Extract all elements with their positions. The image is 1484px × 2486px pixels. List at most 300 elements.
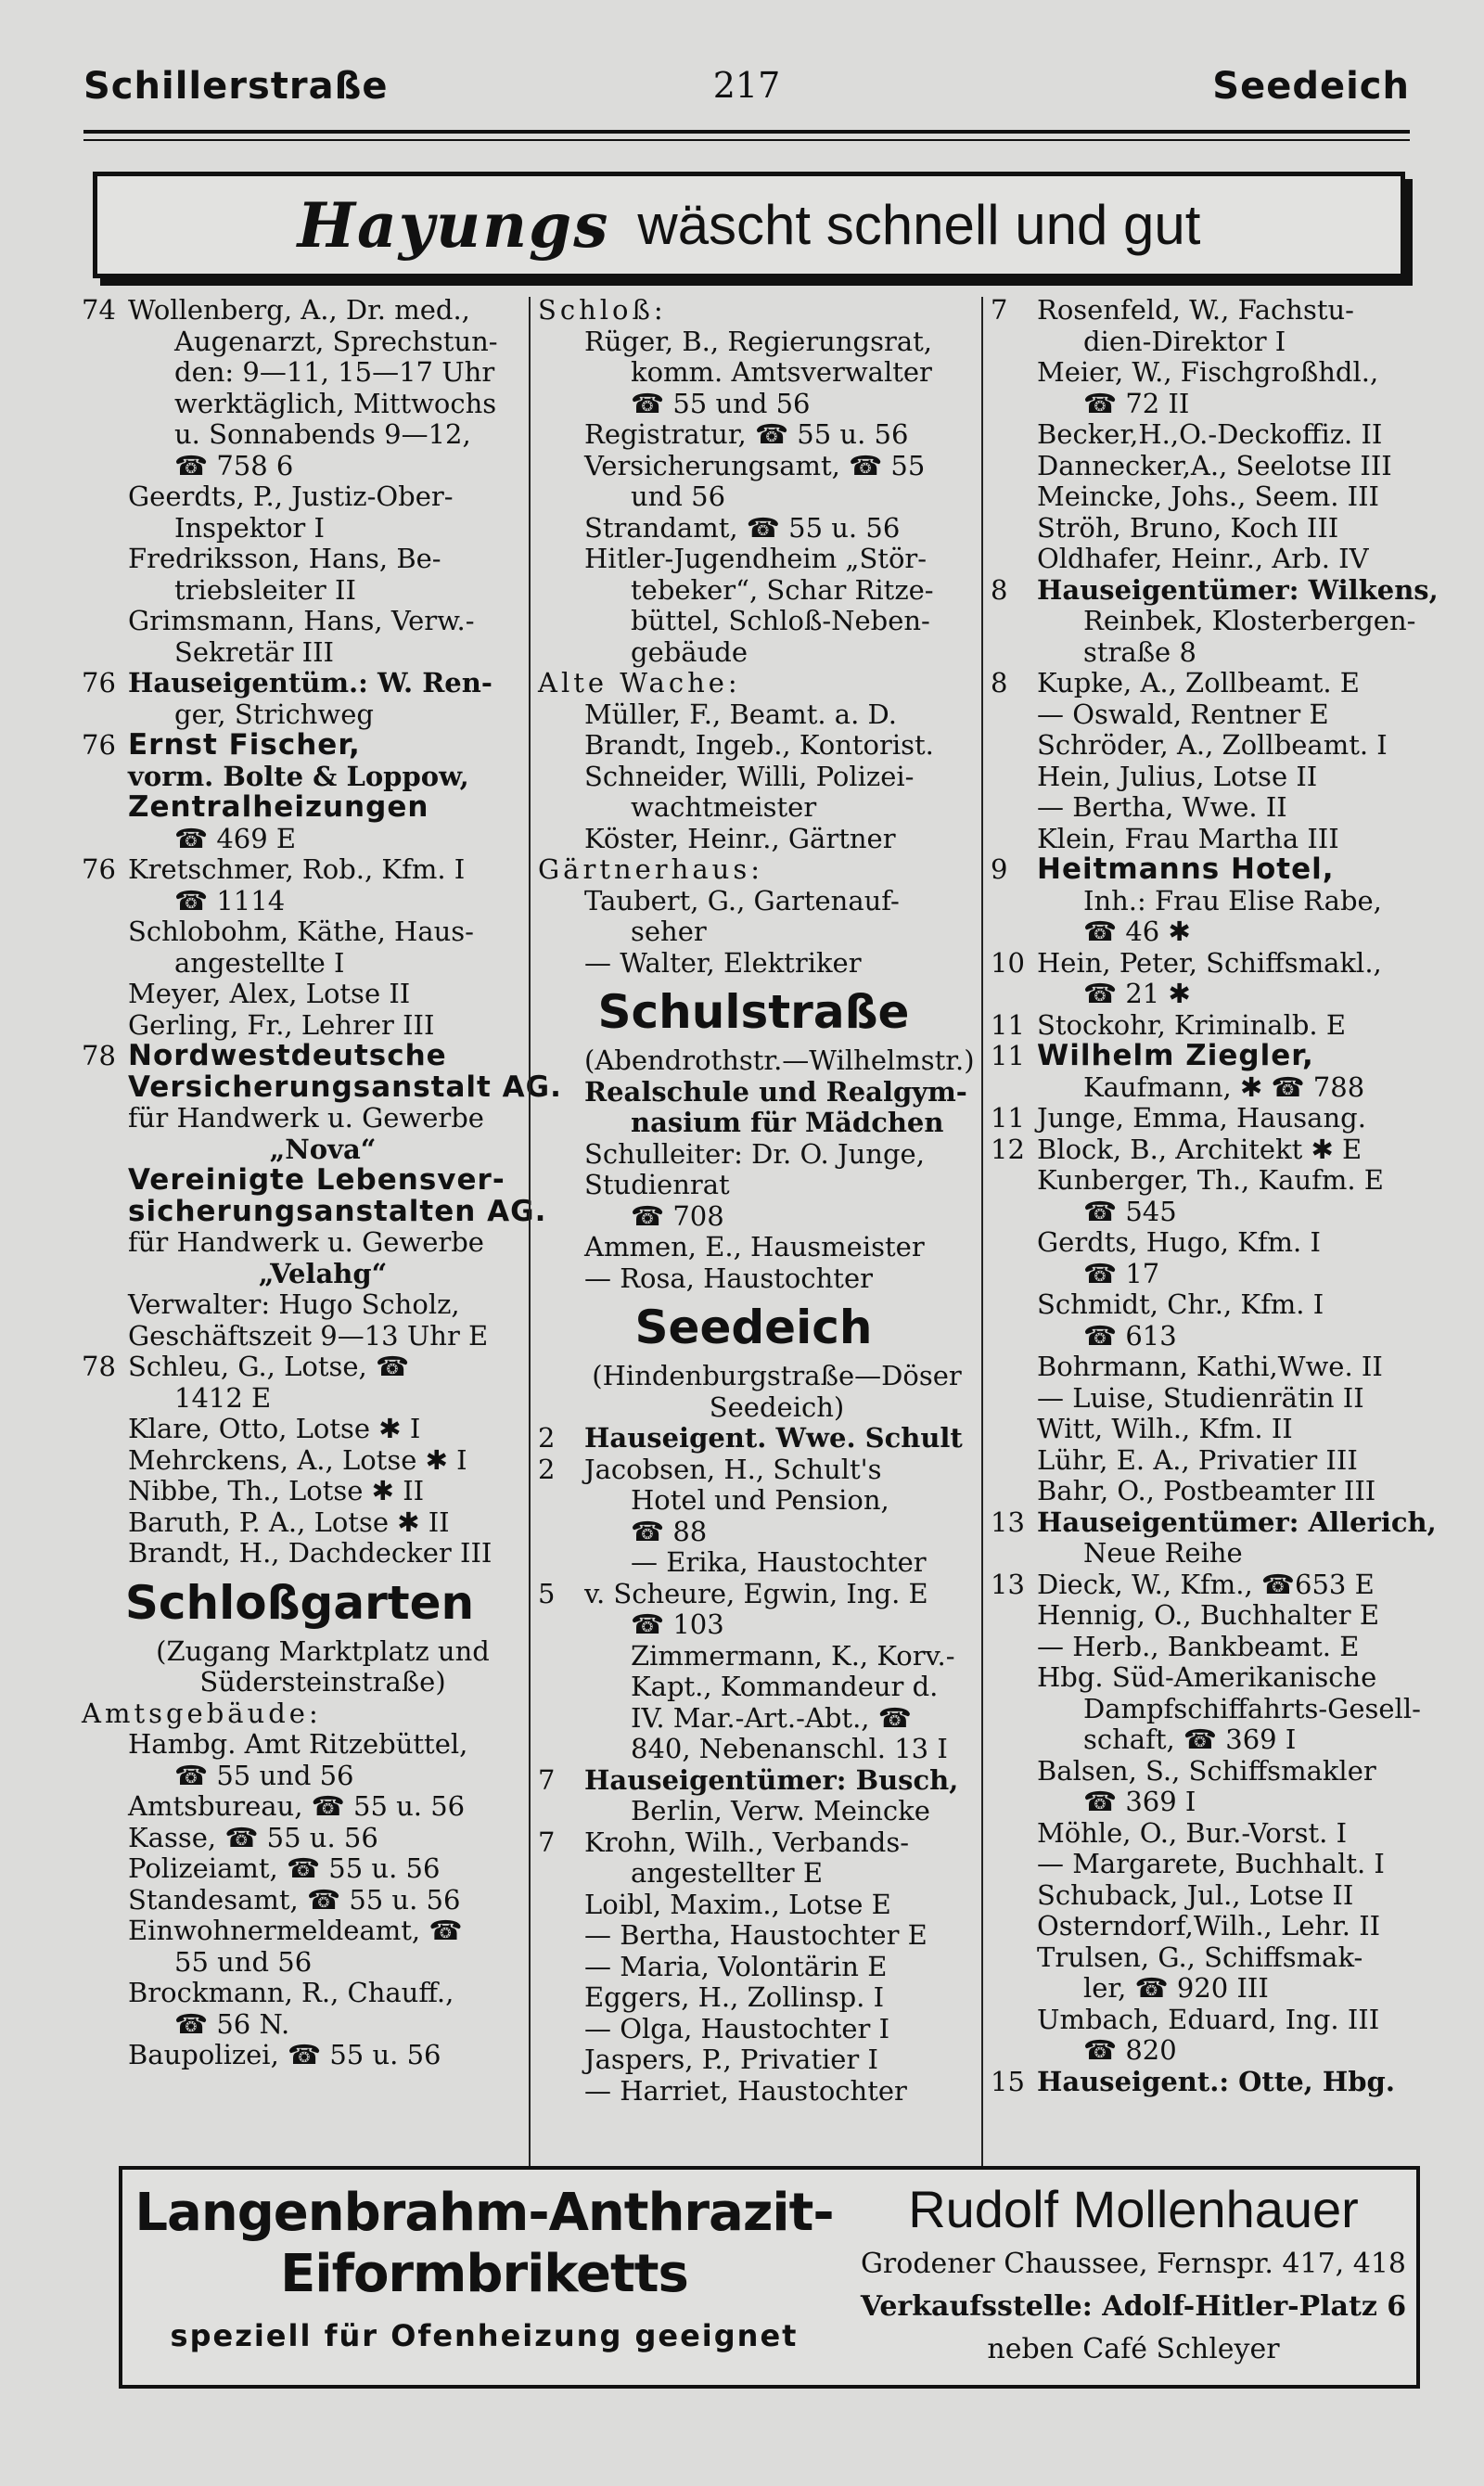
house-number xyxy=(991,2005,1037,2036)
house-number xyxy=(991,886,1037,917)
house-number xyxy=(991,1600,1037,1632)
house-number: 74 xyxy=(82,294,116,326)
house-number xyxy=(991,357,1037,389)
list-item xyxy=(82,916,518,948)
list-item xyxy=(538,948,969,980)
column-2 xyxy=(538,294,975,2107)
list-item xyxy=(538,1672,969,1703)
list-item xyxy=(538,1454,969,1486)
list-item xyxy=(82,1978,518,2009)
banner-brand: Hayungs xyxy=(297,188,610,262)
list-item xyxy=(991,1445,1436,1477)
entry-text: Reinbek, Klosterbergen- xyxy=(1083,605,1416,636)
house-number xyxy=(991,1942,1037,1974)
entry-text: ger, Strichweg xyxy=(174,698,374,730)
house-number: 76 xyxy=(82,853,116,885)
list-item xyxy=(991,1570,1436,1601)
entry-text: Geerdts, P., Justiz-Ober- xyxy=(128,481,454,512)
entry-text: den: 9—11, 15—17 Uhr xyxy=(174,356,495,388)
list-item xyxy=(82,762,518,793)
entry-text: Rosenfeld, W., Fachstu- xyxy=(1037,294,1354,326)
house-number xyxy=(991,979,1037,1010)
house-number xyxy=(991,1724,1037,1756)
list-item xyxy=(538,1952,969,1983)
column-divider xyxy=(981,297,983,2180)
list-item xyxy=(991,916,1436,948)
house-number: 8 xyxy=(991,667,1008,698)
house-number: 7 xyxy=(538,1763,556,1796)
entry-text: Wollenberg, A., Dr. med., xyxy=(128,294,470,326)
house-number xyxy=(991,792,1037,824)
house-number xyxy=(538,1232,584,1263)
list-item xyxy=(82,1289,518,1321)
house-number: 8 xyxy=(991,573,1008,606)
header-rule xyxy=(83,130,1410,134)
list-item xyxy=(991,327,1436,358)
entry-text: Klare, Otto, Lotse ✱ I xyxy=(128,1413,421,1444)
entry-text: Hauseigentüm.: W. Ren- xyxy=(128,667,493,698)
house-number xyxy=(82,1507,128,1539)
list-item xyxy=(538,1392,969,1424)
house-number xyxy=(538,1641,584,1672)
list-item xyxy=(538,295,969,327)
list-item xyxy=(538,327,969,358)
list-item xyxy=(82,1823,518,1854)
list-item xyxy=(538,1232,969,1263)
list-item xyxy=(991,451,1436,482)
house-number xyxy=(82,1103,128,1134)
house-number xyxy=(538,1517,584,1548)
list-item xyxy=(82,854,518,886)
house-number xyxy=(538,327,584,358)
entry-text: tebeker“, Schar Ritze- xyxy=(631,573,934,606)
entry-text: Versicherungsamt, ☎ 55 xyxy=(584,449,926,481)
house-number xyxy=(82,575,128,607)
list-item xyxy=(991,1103,1436,1134)
house-number xyxy=(538,792,584,824)
entry-text: und 56 xyxy=(631,481,726,512)
entry-text: ☎ 820 xyxy=(1083,2034,1177,2066)
list-item xyxy=(538,1139,969,1171)
list-item xyxy=(538,451,969,482)
house-number xyxy=(538,389,584,420)
list-item xyxy=(82,1698,518,1730)
list-item xyxy=(991,824,1436,855)
entry-text: 1412 E xyxy=(174,1381,272,1414)
list-item xyxy=(991,357,1436,389)
entry-text: — Bertha, Haustochter E xyxy=(584,1919,928,1951)
entry-text: Südersteinstraße) xyxy=(199,1666,446,1698)
entry-text: Dampfschiffahrts-Gesell- xyxy=(1083,1692,1421,1724)
list-item xyxy=(538,1609,969,1641)
entry-text: Kapt., Kommandeur d. xyxy=(631,1671,939,1702)
entry-text: seher xyxy=(631,916,707,947)
list-item xyxy=(991,513,1436,545)
list-item xyxy=(991,1600,1436,1632)
entry-text: werktäglich, Mittwochs xyxy=(174,387,497,419)
entry-text: Zentralheizungen xyxy=(128,790,429,824)
list-item xyxy=(82,1791,518,1823)
house-number xyxy=(991,1445,1037,1477)
house-number xyxy=(82,1947,128,1979)
house-number xyxy=(82,1383,128,1415)
list-item xyxy=(82,2040,518,2071)
banner-slogan: wäscht schnell und gut xyxy=(637,194,1201,256)
entry-text: Baruth, P. A., Lotse ✱ II xyxy=(128,1506,450,1538)
entry-text: ☎ 46 ✱ xyxy=(1083,916,1191,947)
list-item xyxy=(538,419,969,451)
house-number xyxy=(538,544,584,575)
entry-text: „Nova“ xyxy=(269,1133,377,1165)
house-number xyxy=(82,1321,128,1352)
entry-text: — Olga, Haustochter I xyxy=(584,2012,890,2044)
entry-text: Verwalter: Hugo Scholz, xyxy=(128,1288,460,1320)
house-number xyxy=(991,1414,1037,1445)
list-item xyxy=(82,1383,518,1415)
entry-text: für Handwerk u. Gewerbe xyxy=(128,1102,484,1134)
entry-text: nasium für Mädchen xyxy=(631,1107,944,1138)
entry-text: Alte Wache: xyxy=(538,667,741,698)
list-item xyxy=(538,1517,969,1548)
list-item xyxy=(538,792,969,824)
house-number xyxy=(82,792,128,824)
entry-text: Schuback, Jul., Lotse II xyxy=(1037,1878,1354,1911)
list-item xyxy=(991,606,1436,637)
list-item xyxy=(991,886,1436,917)
entry-text: Schloß: xyxy=(538,294,667,326)
list-item xyxy=(538,1263,969,1295)
list-item xyxy=(82,451,518,482)
house-number xyxy=(538,1045,584,1077)
entry-text: Meincke, Johs., Seem. III xyxy=(1037,481,1380,512)
list-item xyxy=(991,762,1436,793)
entry-text: Witt, Wilh., Kfm. II xyxy=(1037,1413,1293,1444)
house-number xyxy=(82,419,128,451)
house-number xyxy=(82,637,128,669)
list-item xyxy=(82,357,518,389)
entry-text: Berlin, Verw. Meincke xyxy=(631,1795,930,1826)
house-number xyxy=(82,1134,128,1166)
entry-text: IV. Mar.-Art.-Abt., ☎ xyxy=(631,1701,912,1734)
entry-text: Brandt, H., Dachdecker III xyxy=(128,1537,493,1569)
entry-text: Schmidt, Chr., Kfm. I xyxy=(1037,1288,1324,1320)
house-number xyxy=(991,451,1037,482)
entry-text: komm. Amtsverwalter xyxy=(631,356,932,388)
list-item xyxy=(538,1579,969,1610)
entry-text: dien-Direktor I xyxy=(1083,325,1286,357)
list-item xyxy=(991,699,1436,731)
list-item xyxy=(82,1165,518,1197)
house-number xyxy=(82,886,128,917)
house-number: 78 xyxy=(82,1351,116,1382)
entry-text: Hein, Peter, Schiffsmakl., xyxy=(1037,946,1382,979)
list-item xyxy=(991,668,1436,699)
entry-text: ☎ 469 E xyxy=(174,822,297,854)
entry-text: Gärtnerhaus: xyxy=(538,853,763,885)
list-item xyxy=(538,1703,969,1735)
list-item xyxy=(538,762,969,793)
list-item xyxy=(991,2005,1436,2036)
list-item xyxy=(82,1729,518,1761)
house-number xyxy=(991,1911,1037,1942)
entry-text: Junge, Emma, Hausang. xyxy=(1037,1102,1366,1134)
list-item xyxy=(991,792,1436,824)
entry-text: ☎ 1114 xyxy=(174,884,286,916)
list-item xyxy=(991,1072,1436,1104)
entry-text: Bahr, O., Postbeamter III xyxy=(1037,1475,1376,1506)
entry-text: Hauseigentümer: Busch, xyxy=(584,1763,959,1796)
house-number xyxy=(991,730,1037,762)
list-item xyxy=(82,389,518,420)
entry-text: Kretschmer, Rob., Kfm. I xyxy=(128,853,466,885)
section-heading: Schulstraße xyxy=(597,985,910,1039)
house-number xyxy=(82,1885,128,1916)
list-item xyxy=(82,1636,518,1668)
house-number xyxy=(82,1289,128,1321)
house-number xyxy=(991,419,1037,451)
entry-text: Versicherungsanstalt AG. xyxy=(128,1070,562,1104)
list-item xyxy=(538,1858,969,1890)
list-item xyxy=(82,481,518,513)
entry-text: Meyer, Alex, Lotse II xyxy=(128,978,411,1009)
entry-text: Standesamt, ☎ 55 u. 56 xyxy=(128,1883,461,1916)
entry-text: Oldhafer, Heinr., Arb. IV xyxy=(1037,543,1369,574)
entry-text: Studienrat xyxy=(584,1169,730,1200)
list-item xyxy=(82,1507,518,1539)
page-header xyxy=(83,65,1410,121)
header-right-street: Seedeich xyxy=(1212,65,1410,108)
advert-banner xyxy=(93,172,1405,278)
header-rule-thin xyxy=(83,139,1410,141)
ad-right-block xyxy=(855,2170,1412,2385)
list-item xyxy=(991,1165,1436,1197)
house-number xyxy=(538,730,584,762)
list-item xyxy=(538,854,969,886)
house-number: 5 xyxy=(538,1577,556,1609)
house-number xyxy=(991,481,1037,513)
entry-text: Inspektor I xyxy=(174,511,325,544)
entry-text: v. Scheure, Egwin, Ing. E xyxy=(584,1577,928,1609)
list-item xyxy=(82,1321,518,1352)
entry-text: Hauseigent. Wwe. Schult xyxy=(584,1422,963,1454)
list-item xyxy=(82,1103,518,1134)
list-item xyxy=(82,1761,518,1792)
list-item xyxy=(991,1414,1436,1445)
list-item xyxy=(82,1916,518,1947)
list-item xyxy=(82,1476,518,1507)
entry-text: Köster, Heinr., Gärtner xyxy=(584,822,896,854)
entry-text: ☎ 72 II xyxy=(1083,387,1190,419)
house-number xyxy=(991,2035,1037,2067)
list-item xyxy=(538,1044,975,1077)
list-item xyxy=(538,1485,969,1517)
house-number xyxy=(538,2014,584,2045)
house-number xyxy=(82,979,128,1010)
list-item xyxy=(82,327,518,358)
list-item xyxy=(538,389,969,420)
entry-text: ☎ 369 I xyxy=(1083,1786,1196,1817)
house-number xyxy=(538,1920,584,1952)
list-item xyxy=(82,1041,518,1072)
list-item xyxy=(991,854,1436,886)
house-number xyxy=(82,1414,128,1445)
entry-text: Hbg. Süd-Amerikanische xyxy=(1037,1661,1377,1693)
house-number xyxy=(538,451,584,482)
list-item xyxy=(82,1414,518,1445)
list-item xyxy=(991,1352,1436,1383)
house-number xyxy=(538,575,584,607)
bottom-advertisement xyxy=(119,2166,1420,2389)
house-number xyxy=(82,916,128,948)
list-item xyxy=(538,886,969,917)
house-number xyxy=(991,1321,1037,1352)
house-number xyxy=(991,327,1037,358)
list-item xyxy=(991,2067,1436,2098)
list-item xyxy=(82,1259,518,1290)
house-number xyxy=(538,1982,584,2014)
house-number xyxy=(538,481,584,513)
entry-text: Kupke, A., Zollbeamt. E xyxy=(1037,667,1360,698)
list-item xyxy=(82,2009,518,2041)
house-number xyxy=(82,513,128,545)
entry-text: (Hindenburgstraße—Döser xyxy=(592,1360,962,1391)
house-number xyxy=(538,948,584,980)
entry-text: Schneider, Willi, Polizei- xyxy=(584,760,915,792)
entry-text: Grimsmann, Hans, Verw.- xyxy=(128,605,475,636)
list-item xyxy=(991,1911,1436,1942)
list-item xyxy=(82,637,518,669)
house-number xyxy=(538,1796,584,1827)
house-number xyxy=(82,606,128,637)
entry-text: Lühr, E. A., Privatier III xyxy=(1037,1443,1358,1476)
list-item xyxy=(991,1134,1436,1166)
list-item xyxy=(991,1476,1436,1507)
entry-text: Nordwestdeutsche xyxy=(128,1039,447,1072)
list-item xyxy=(538,916,969,948)
entry-text: — Herb., Bankbeamt. E xyxy=(1037,1630,1360,1662)
entry-text: Brockmann, R., Chauff., xyxy=(128,1977,454,2008)
entry-text: Gerling, Fr., Lehrer III xyxy=(128,1008,435,1041)
house-number: 76 xyxy=(82,729,116,761)
entry-text: Nibbe, Th., Lotse ✱ II xyxy=(128,1475,425,1506)
house-number xyxy=(538,1201,584,1233)
house-number: 2 xyxy=(538,1453,556,1485)
house-number xyxy=(991,1662,1037,1694)
entry-text: Mehrckens, A., Lotse ✱ I xyxy=(128,1443,467,1476)
house-number xyxy=(82,1791,128,1823)
entry-text: Hitler-Jugendheim „Stör- xyxy=(584,543,928,574)
entry-text: Jaspers, P., Privatier I xyxy=(584,2044,878,2075)
list-item xyxy=(538,1361,969,1392)
house-number: 78 xyxy=(82,1040,116,1071)
header-left-street: Schillerstraße xyxy=(83,65,389,108)
entry-text: Bohrmann, Kathi,Wwe. II xyxy=(1037,1351,1383,1382)
house-number xyxy=(538,1361,584,1392)
section-heading: Seedeich xyxy=(634,1301,873,1354)
house-number xyxy=(82,1259,128,1290)
entry-text: ☎ 55 und 56 xyxy=(174,1759,354,1791)
list-item xyxy=(82,1194,547,1228)
entry-text: „Velahg“ xyxy=(258,1257,388,1289)
entry-text: — Harriet, Haustochter xyxy=(584,2074,907,2107)
house-number xyxy=(538,1734,584,1765)
list-item xyxy=(82,1885,518,1916)
entry-text: sicherungsanstalten AG. xyxy=(128,1194,547,1228)
entry-text: Hotel und Pension, xyxy=(631,1484,889,1516)
house-number xyxy=(538,2044,584,2076)
entry-text: Dannecker,A., Seelotse III xyxy=(1037,449,1392,481)
list-item xyxy=(538,1201,969,1233)
house-number xyxy=(82,1445,128,1477)
entry-text: Polizeiamt, ☎ 55 u. 56 xyxy=(128,1852,441,1884)
house-number xyxy=(538,1485,584,1517)
house-number xyxy=(82,824,128,855)
entry-text: triebsleiter II xyxy=(174,573,356,606)
entry-text: Amtsgebäude: xyxy=(82,1697,322,1729)
entry-text: Neue Reihe xyxy=(1083,1537,1243,1569)
list-item xyxy=(82,730,518,762)
house-number xyxy=(991,1383,1037,1415)
entry-text: Schlobohm, Käthe, Haus- xyxy=(128,916,474,947)
house-number: 11 xyxy=(991,1102,1025,1134)
entry-text: Gerdts, Hugo, Kfm. I xyxy=(1037,1226,1321,1258)
entry-text: Hein, Julius, Lotse II xyxy=(1037,760,1318,792)
house-number xyxy=(82,1636,128,1668)
house-number: 7 xyxy=(991,294,1008,326)
house-number xyxy=(991,1476,1037,1507)
entry-text: Zimmermann, K., Korv.- xyxy=(631,1639,955,1672)
entry-text: gebäude xyxy=(631,635,748,668)
house-number xyxy=(991,1787,1037,1818)
list-item xyxy=(991,1662,1436,1694)
entry-text: Umbach, Eduard, Ing. III xyxy=(1037,2003,1380,2035)
entry-text: Hennig, O., Buchhalter E xyxy=(1037,1599,1380,1631)
entry-text: ☎ 88 xyxy=(631,1515,708,1547)
house-number xyxy=(538,1077,584,1108)
house-number xyxy=(82,451,128,482)
entry-text: — Margarete, Buchhalt. I xyxy=(1037,1848,1385,1879)
entry-text: Baupolizei, ☎ 55 u. 56 xyxy=(128,2039,441,2070)
entry-text: Schleu, G., Lotse, ☎ xyxy=(128,1351,410,1382)
list-item xyxy=(991,637,1436,669)
list-item xyxy=(991,481,1436,513)
house-number xyxy=(538,699,584,731)
list-item xyxy=(82,1853,518,1885)
entry-text: Loibl, Maxim., Lotse E xyxy=(584,1888,891,1920)
list-item xyxy=(991,1227,1436,1259)
list-item xyxy=(538,1890,969,1921)
entry-text: Kaufmann, ✱ ☎ 788 xyxy=(1083,1070,1365,1103)
entry-text: schaft, ☎ 369 I xyxy=(1083,1724,1297,1755)
entry-text: — Bertha, Wwe. II xyxy=(1037,791,1287,823)
entry-text: Strandamt, ☎ 55 u. 56 xyxy=(584,511,901,544)
house-number xyxy=(991,1538,1037,1570)
section-heading: Schloßgarten xyxy=(124,1575,475,1630)
list-item xyxy=(991,1756,1436,1788)
entry-text: ☎ 613 xyxy=(1083,1319,1177,1352)
list-item xyxy=(991,295,1436,327)
house-number xyxy=(991,1352,1037,1383)
entry-text: Dieck, W., Kfm., ☎653 E xyxy=(1037,1568,1375,1600)
house-number xyxy=(991,1973,1037,2005)
list-item xyxy=(538,513,969,545)
entry-text: Amtsbureau, ☎ 55 u. 56 xyxy=(128,1790,466,1822)
house-number xyxy=(538,1672,584,1703)
house-number: 13 xyxy=(991,1568,1025,1600)
house-number xyxy=(538,1858,584,1890)
house-number xyxy=(538,1170,584,1201)
entry-text: Balsen, S., Schiffsmakler xyxy=(1037,1754,1376,1787)
